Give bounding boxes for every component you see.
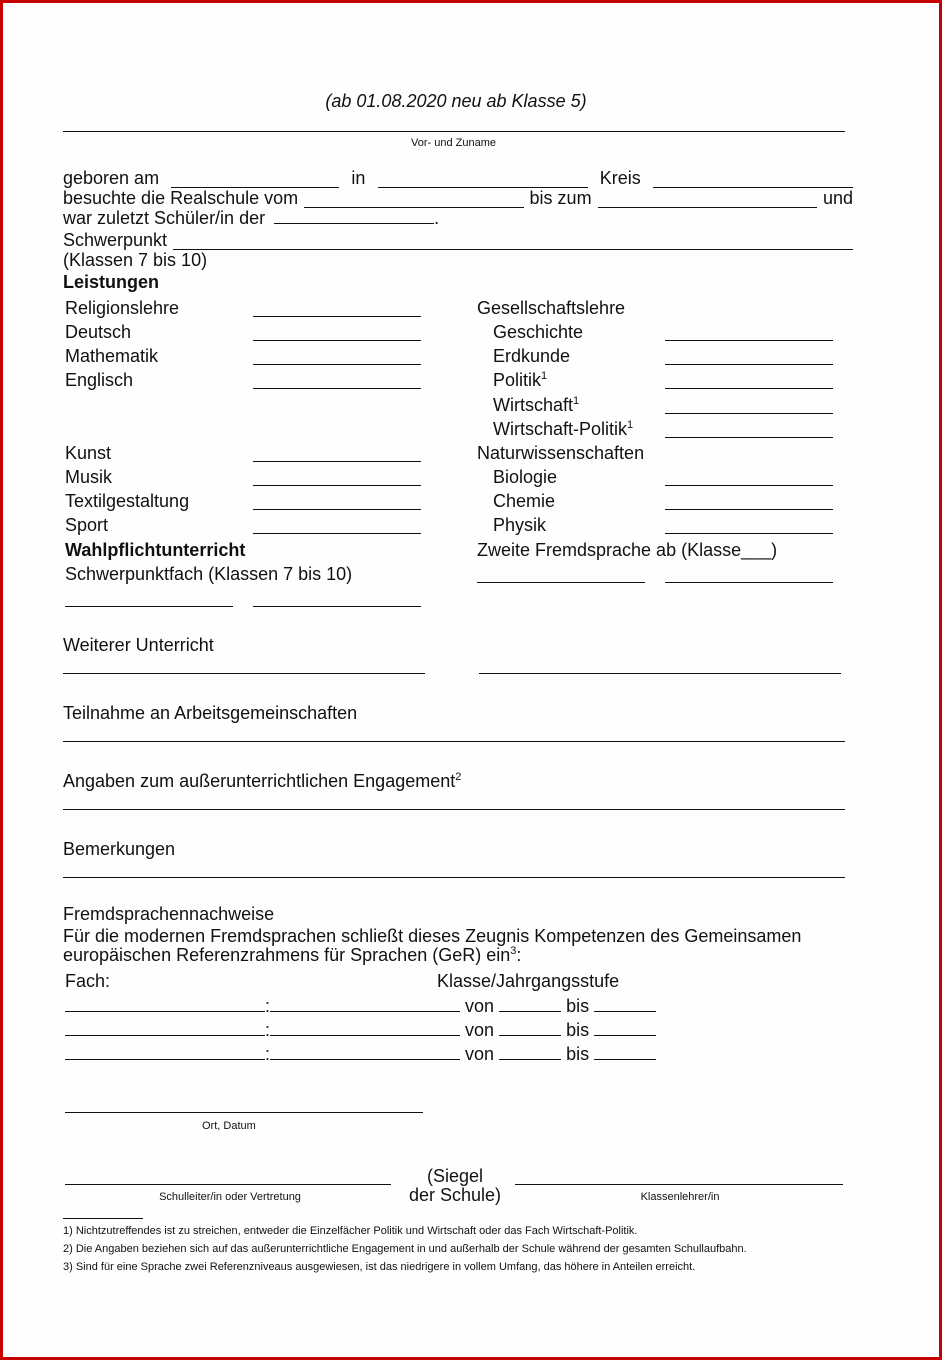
subject-german: Deutsch [65,322,132,342]
place-date-caption: Ort, Datum [202,1120,256,1132]
second-language-label: Zweite Fremdsprache ab (Klasse___) [477,540,778,560]
language-subject-field[interactable] [65,1020,265,1036]
science-heading: Naturwissenschaften [477,443,645,463]
language-row: : von bis [65,996,656,1016]
language-row: : von bis [65,1044,656,1064]
attended-label: besuchte die Realschule vom [63,188,299,208]
grade-field-geography[interactable] [665,364,833,365]
elective-subtitle: Schwerpunktfach (Klassen 7 bis 10) [65,564,353,584]
grade-field-english[interactable] [253,388,421,389]
last-class-row [63,208,439,228]
born-row [63,168,853,188]
social-heading: Gesellschaftslehre [477,298,626,318]
focus-label: Schwerpunkt [63,230,168,250]
teacher-caption: Klassenlehrer/in [640,1191,720,1203]
focus-row [63,230,853,250]
subject-math: Mathematik [65,346,159,366]
attended-row [63,188,853,208]
language-to-field[interactable] [594,1044,656,1060]
attended-from-field[interactable] [304,192,523,208]
subject-music: Musik [65,467,113,487]
grade-field-chemistry[interactable] [665,509,833,510]
district-field[interactable] [653,172,853,188]
level-label: Klasse/Jahrgangsstufe [437,971,620,991]
seal-line-2: der Schule) [408,1185,502,1205]
last-class-field[interactable] [274,208,434,224]
grade-field-music[interactable] [253,485,421,486]
grade-field-politics[interactable] [665,388,833,389]
focus-field[interactable] [173,234,853,250]
in-label: in [351,168,366,188]
last-class-label: war zuletzt Schüler/in der [63,208,266,228]
subject-art: Kunst [65,443,112,463]
grade-field-art[interactable] [253,461,421,462]
subject-politics: Politik$^1$ [493,370,548,390]
grade-field-religion[interactable] [253,316,421,317]
period: . [434,208,440,228]
grade-field-history[interactable] [665,340,833,341]
grade-field-economics-politics[interactable] [665,437,833,438]
principal-caption: Schulleiter/in oder Vertretung [159,1191,301,1203]
footnote-2: 2) Die Angaben beziehen sich auf das außerunterrichtliche Engagement in und außerhalb der Schule während der gesamten Schullaufbahn. [63,1243,747,1255]
subject-textile: Textilgestaltung [65,491,190,511]
language-to-field[interactable] [594,1020,656,1036]
elective-heading: Wahlpflichtunterricht [65,540,246,560]
subject-history: Geschichte [493,322,584,342]
language-to-field[interactable] [594,996,656,1012]
language-row: : von bis [65,1020,656,1040]
remarks-heading: Bemerkungen [63,839,176,859]
form-subtitle: (ab 01.08.2020 neu ab Klasse 5) [325,91,587,111]
name-line[interactable] [63,131,845,132]
language-subject-field[interactable] [65,1044,265,1060]
elective-grade-field[interactable] [253,606,421,607]
engagement-field[interactable] [63,809,845,810]
grades-heading: Leistungen [63,272,160,292]
seal-line-1: (Siegel [426,1166,484,1186]
engagement-heading: Angaben zum außerunterrichtlichen Engagement$^2$ [63,771,462,791]
languages-text-2: europäischen Referenzrahmens für Sprachen (GeR) ein$^3$: [63,945,522,965]
language-level-field[interactable] [270,1044,460,1060]
grade-field-economics[interactable] [665,413,833,414]
footnote-3: 3) Sind für eine Sprache zwei Referenzniveaus ausgewiesen, ist das niedrigere in vollem Umfang, das höhere in Anteilen erreicht. [63,1261,696,1273]
until-label: bis zum [529,188,592,208]
language-level-field[interactable] [270,996,460,1012]
and-label: und [822,188,854,208]
second-language-grade-field[interactable] [665,582,833,583]
kreis-label: Kreis [599,168,641,188]
grade-field-math[interactable] [253,364,421,365]
further-heading: Weiterer Unterricht [63,635,214,655]
further-field-2[interactable] [479,673,841,674]
grade-field-biology[interactable] [665,485,833,486]
remarks-field[interactable] [63,877,845,878]
language-subject-field[interactable] [65,996,265,1012]
birthplace-field[interactable] [378,172,588,188]
name-caption: Vor- und Zuname [411,137,496,149]
language-from-field[interactable] [499,1020,561,1036]
grade-field-sport[interactable] [253,533,421,534]
language-from-field[interactable] [499,996,561,1012]
place-date-field[interactable] [65,1112,423,1113]
grade-field-textile[interactable] [253,509,421,510]
born-label: geboren am [63,168,160,188]
languages-text-1: Für die modernen Fremdsprachen schließt dieses Zeugnis Kompetenzen des Gemeinsamen [63,926,802,946]
elective-subject-field[interactable] [65,606,233,607]
subject-physics: Physik [493,515,547,535]
language-from-field[interactable] [499,1044,561,1060]
further-field-1[interactable] [63,673,425,674]
subject-english: Englisch [65,370,134,390]
grade-field-german[interactable] [253,340,421,341]
focus-classes: (Klassen 7 bis 10) [63,250,208,270]
subject-sport: Sport [65,515,109,535]
fach-label: Fach: [65,971,111,991]
footnote-1: 1) Nichtzutreffendes ist zu streichen, entweder die Einzelfächer Politik und Wirtschaft oder das Fach Wirtschaft-Politik. [63,1225,638,1237]
footnote-divider [63,1218,143,1219]
clubs-field[interactable] [63,741,845,742]
subject-economics-politics: Wirtschaft-Politik$^1$ [493,419,634,439]
certificate-page [3,3,939,1357]
subject-chemistry: Chemie [493,491,556,511]
birthdate-field[interactable] [171,172,339,188]
second-language-subject-field[interactable] [477,582,645,583]
grade-field-physics[interactable] [665,533,833,534]
subject-geography: Erdkunde [493,346,571,366]
principal-signature-field[interactable] [65,1184,391,1185]
subject-economics: Wirtschaft$^1$ [493,395,580,415]
teacher-signature-field[interactable] [515,1184,843,1185]
language-level-field[interactable] [270,1020,460,1036]
subject-religion: Religionslehre [65,298,180,318]
attended-until-field[interactable] [598,192,817,208]
clubs-heading: Teilnahme an Arbeitsgemeinschaften [63,703,358,723]
languages-heading: Fremdsprachennachweise [63,904,275,924]
subject-biology: Biologie [493,467,558,487]
